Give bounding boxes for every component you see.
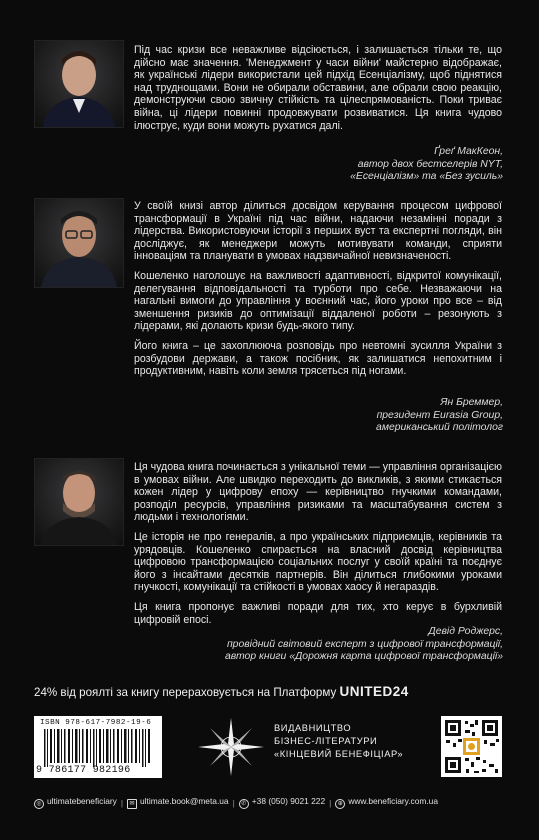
- phone-icon: ✆: [239, 799, 249, 809]
- portrait-1-image: [35, 41, 123, 127]
- email-address: ultimate.book@meta.ua: [140, 796, 229, 806]
- website-url: www.beneficiary.com.ua: [348, 796, 438, 806]
- signature-role: президент Eurasia Group,: [376, 409, 503, 421]
- portrait-david-rogers: [34, 458, 124, 546]
- portrait-greg-mckeown: [34, 40, 124, 128]
- website-contact[interactable]: [335, 796, 438, 809]
- review-1-signature: [350, 146, 503, 184]
- review-2-text: [134, 200, 502, 385]
- united24-logo: UNITED24: [339, 684, 409, 699]
- isbn-label: ISBN 978-617-7982-19-6: [40, 719, 152, 727]
- signature-role: автор двох бестселерів NYT,: [357, 158, 503, 170]
- publisher-line-2: БІЗНЕС-ЛІТЕРАТУРИ: [274, 736, 378, 746]
- signature-name: Ян Бреммер,: [440, 397, 503, 408]
- phone-contact[interactable]: [239, 796, 325, 809]
- review-2-paragraph-3: Його книга – це захоплююча розповідь про невтомні зусилля України з розбудови держави, а також посібник, як залишатися непохитним і продуктивним, навіть коли земля трясеться під ногами.: [134, 339, 502, 378]
- globe-icon: ⊕: [335, 799, 345, 809]
- mail-icon: ✉: [127, 799, 137, 809]
- review-3-paragraph-1: Ця чудова книга починається з унікальної теми — управління організацією в умовах війни. Але швидко переходить до викликів, з якими стикається кожен лідер у цифрову епоху — керівництво гнучкими командами, розподіл ресурсів, управління ризиками та масштабування систем з людьми і технологіями.: [134, 461, 502, 524]
- phone-number: +38 (050) 9021 222: [251, 796, 326, 806]
- signature-books: автор книги «Дорожня карта цифрової трансформації»: [224, 651, 503, 663]
- portrait-3-image: [35, 459, 123, 545]
- royalty-note: [34, 684, 504, 699]
- signature-name: Девід Роджерс,: [428, 626, 503, 637]
- footer-divider: |: [329, 797, 332, 808]
- signature-books: «Есенціалізм» та «Без зусиль»: [350, 171, 503, 183]
- signature-role: провідний світовий експерт з цифрової трансформації,: [226, 638, 503, 650]
- instagram-contact[interactable]: [34, 796, 117, 809]
- instagram-handle: ultimatebeneficiary: [47, 796, 117, 806]
- isbn-digits: 9 786177 982196: [36, 765, 131, 776]
- review-2-paragraph-2: Кошеленко наголошує на важливості адаптивності, відкритої комунікації, делегування відповідальності та турботи про себе. Незважаючи на нагальні вимоги до управління у воєнний час, його уроки про все – від зменшення ризиків до оптимізації віддаленої роботи – резонують з лідерами, які долають кризи будь-якого типу.: [134, 269, 502, 333]
- royalty-text: 24% від роялті за книгу перераховується на Платформу: [34, 686, 337, 699]
- review-3-paragraph-3: Ця книга пропонує важливі поради для тих, хто керує в бурхливій цифровій епосі.: [134, 600, 502, 626]
- publisher-line-1: ВИДАВНИЦТВО: [274, 723, 352, 733]
- portrait-ian-bremmer: [34, 198, 124, 288]
- qr-code-pattern: [441, 716, 502, 777]
- qr-code[interactable]: [441, 716, 502, 777]
- publisher-line-3: «КІНЦЕВИЙ БЕНЕФІЦІАР»: [274, 749, 404, 759]
- footer-divider: |: [120, 797, 124, 808]
- review-2-paragraph-1: У своїй книзі автор ділиться досвідом керування процесом цифрової трансформації в Україні під час війни, надаючи незамінні поради з лідерства. Використовуючи історії з перших вуст та експертні погляди, він досліджує, як менеджери можуть мотивувати команди, сприяти інноваціям та планувати в умовах надзвичайної невизначеності.: [134, 200, 502, 263]
- review-3-paragraph-2: Це історія не про генералів, а про українських підприємців, керівників та урядовців. Кошеленко спирається на власний досвід керівництва цифровою трансформацією соціальних послуг у своїй країні та поєднує його з інсайтами десятків партнерів. Він ділиться глибокими уроками гнучкості, комунікації та стійкості в умовах хаосу й негараздів.: [134, 530, 502, 594]
- isbn-barcode: [34, 716, 162, 778]
- review-3-signature: [225, 626, 503, 664]
- review-1-text: [134, 44, 502, 139]
- signature-name: Ґреґ МакКеон,: [434, 146, 503, 157]
- email-contact[interactable]: [127, 796, 229, 809]
- instagram-icon: ◎: [34, 799, 44, 809]
- review-3-text: [134, 461, 502, 633]
- portrait-2-image: [35, 199, 123, 287]
- footer-divider: |: [232, 797, 235, 808]
- publisher-block: [196, 718, 406, 778]
- review-1-paragraph-1: Під час кризи все неважливе відсіюється, і залишається тільки те, що дійсно має значення. 'Менеджмент у часи війни' майстерно відображає, як українські лідери використали цей підхід Есенціалізму, щоб піднятися над труднощами. Вони не обирали обставини, але обрали свою реакцію, демонструючи свою звичну стійкість та цілеспрямованість. Поки триває війна, ці лідери повинні продовжувати розвиватися. Ця книга чудово ілюструє, куди вони можуть рухатися далі.: [134, 44, 502, 132]
- contacts-footer: [34, 796, 504, 809]
- compass-star-logo: [196, 716, 266, 778]
- signature-title: американський політолог: [376, 422, 503, 434]
- review-2-signature: [376, 397, 503, 435]
